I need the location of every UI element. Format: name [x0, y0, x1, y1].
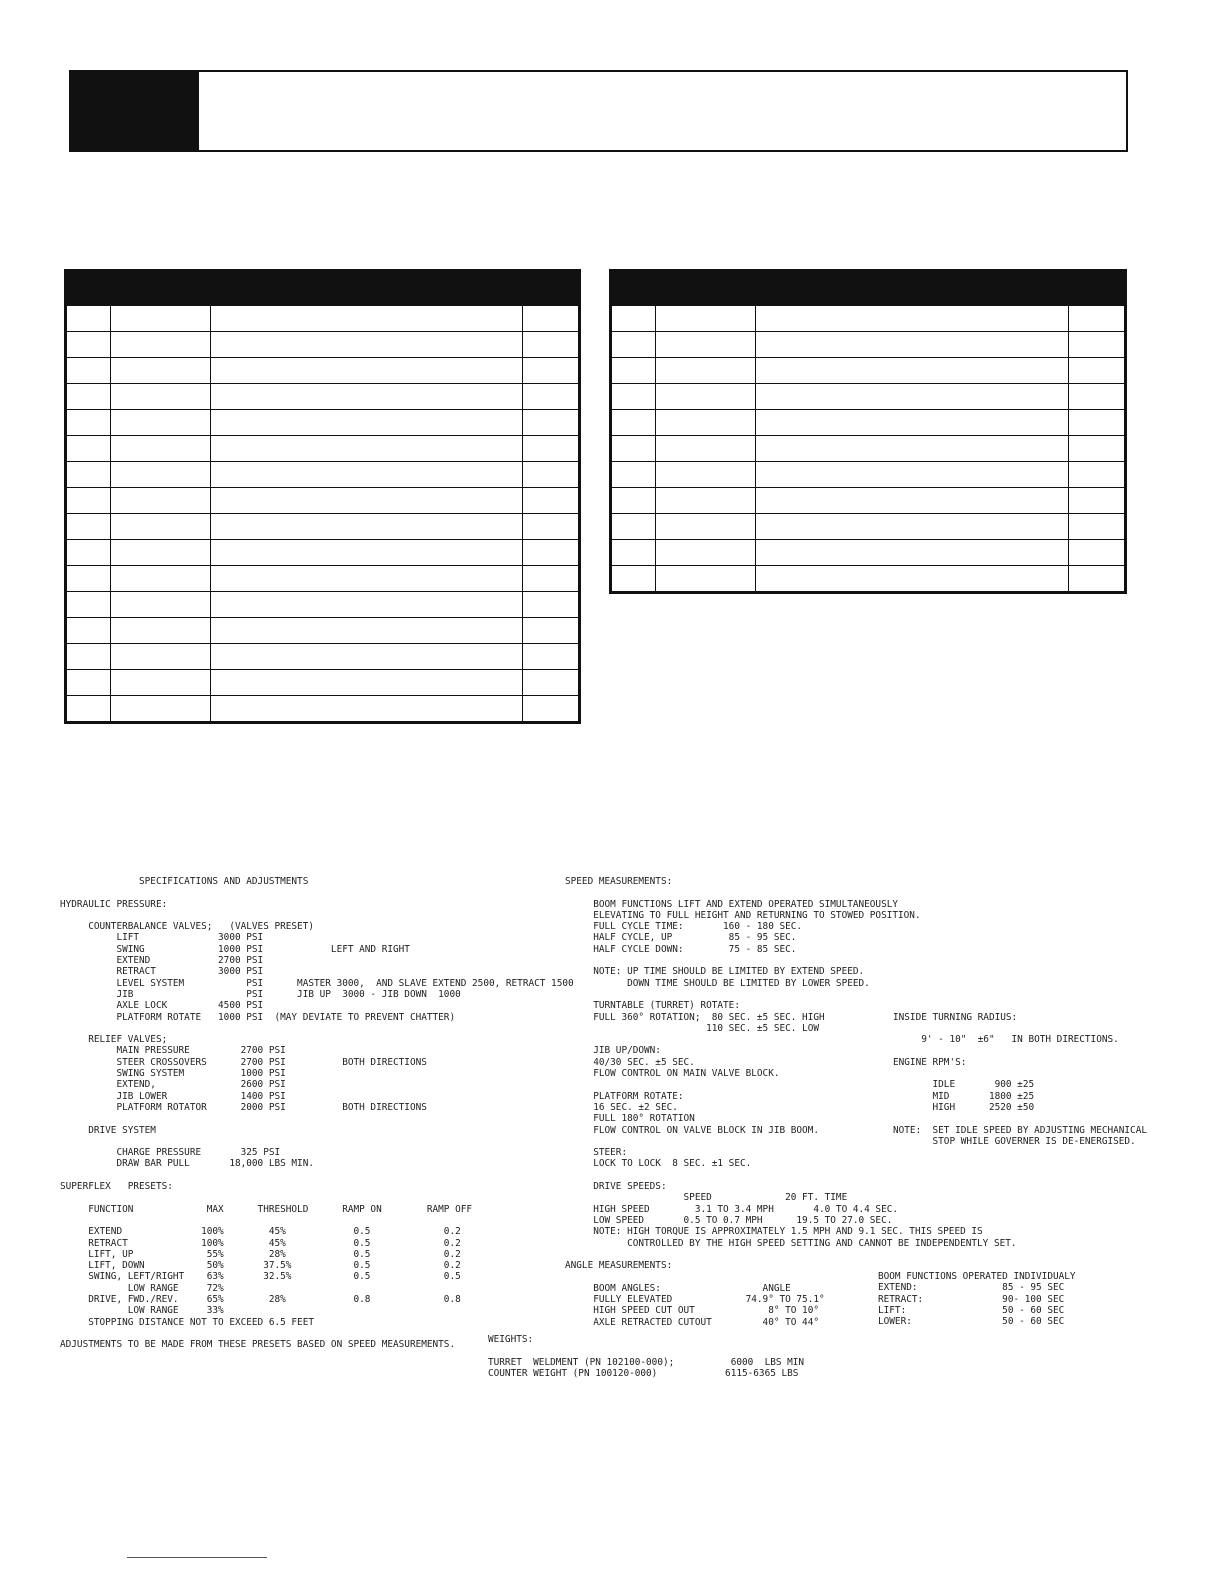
spec-line: STOPPING DISTANCE NOT TO EXCEED 6.5 FEET [60, 1316, 314, 1328]
table-cell [111, 696, 211, 723]
table-cell [523, 462, 580, 488]
table-cell [611, 566, 656, 593]
table-cell [111, 618, 211, 644]
table-row [66, 306, 580, 332]
table-cell [66, 644, 111, 670]
spec-line: ELEVATING TO FULL HEIGHT AND RETURNING TO STOWED POSITION. [565, 909, 921, 921]
spec-line [60, 1136, 574, 1147]
spec-line: MID 1800 ±25 [893, 1090, 1035, 1102]
spec-line [893, 876, 1147, 887]
section-tab [71, 72, 199, 150]
table-cell [756, 332, 1069, 358]
spec-line: HALF CYCLE, UP 85 - 95 SEC. [565, 932, 797, 944]
table-row [66, 488, 580, 514]
spec-line: DOWN TIME SHOULD BE LIMITED BY LOWER SPEED. [565, 977, 870, 989]
table-cell [111, 566, 211, 592]
table-cell [211, 306, 523, 332]
table-cell [1069, 436, 1126, 462]
table-cell [111, 514, 211, 540]
table-cell [656, 436, 756, 462]
table-cell [211, 488, 523, 514]
table-cell [756, 410, 1069, 436]
spec-line [488, 1345, 804, 1356]
table-cell [211, 514, 523, 540]
spec-line [893, 944, 1147, 955]
spec-line: LOW RANGE 33% [60, 1305, 224, 1317]
table-cell [611, 384, 656, 410]
table-cell [523, 306, 580, 332]
table-cell [523, 540, 580, 566]
table-cell [1069, 332, 1126, 358]
spec-line: SPEED MEASUREMENTS: [565, 876, 673, 887]
spec-line: EXTEND: 85 - 95 SEC [878, 1282, 1065, 1294]
spec-line: HIGH SPEED CUT OUT 8° TO 10° [565, 1305, 819, 1317]
spec-line: BOOM FUNCTIONS OPERATED INDIVIDUALY [878, 1271, 1076, 1282]
left-blank-table [64, 269, 581, 724]
table-cell [211, 384, 523, 410]
spec-line [893, 887, 1147, 898]
table-cell [656, 462, 756, 488]
table-row [66, 332, 580, 358]
table-row [66, 410, 580, 436]
table-cell [611, 514, 656, 540]
table-cell [1069, 462, 1126, 488]
table-row [611, 488, 1126, 514]
spec-line: 9' - 10" ±6" IN BOTH DIRECTIONS. [893, 1034, 1119, 1046]
spec-line: HIGH SPEED 3.1 TO 3.4 MPH 4.0 TO 4.4 SEC. [565, 1203, 899, 1215]
table-cell [656, 410, 756, 436]
spec-line: DRIVE SPEEDS: [565, 1181, 667, 1193]
table-row [66, 436, 580, 462]
table-cell [523, 488, 580, 514]
table-row [611, 462, 1126, 488]
spec-line: AXLE RETRACTED CUTOUT 40° TO 44° [565, 1316, 819, 1328]
spec-line: SWING 1000 PSI LEFT AND RIGHT [60, 943, 410, 955]
spec-line: RETRACT 3000 PSI [60, 966, 264, 978]
table-cell [66, 566, 111, 592]
table-cell [66, 488, 111, 514]
spec-line: LIFT, DOWN 50% 37.5% 0.5 0.2 [60, 1260, 461, 1272]
table-cell [523, 436, 580, 462]
spec-line: STEER CROSSOVERS 2700 PSI BOTH DIRECTIONS [60, 1056, 427, 1068]
table-cell [611, 332, 656, 358]
spec-line: DRIVE, FWD./REV. 65% 28% 0.8 0.8 [60, 1293, 461, 1305]
table-row [66, 592, 580, 618]
spec-line: COUNTERBALANCE VALVES; (VALVES PRESET) [60, 921, 314, 933]
table-cell [1069, 514, 1126, 540]
spec-line: HALF CYCLE DOWN: 75 - 85 SEC. [565, 943, 797, 955]
spec-line [893, 932, 1147, 943]
spec-line: ADJUSTMENTS TO BE MADE FROM THESE PRESETS BASED ON SPEED MEASUREMENTS. [60, 1339, 456, 1351]
spec-line: SPECIFICATIONS AND ADJUSTMENTS [60, 876, 309, 887]
table-cell [111, 488, 211, 514]
spec-column-boom-individual [878, 1271, 1076, 1327]
spec-line: RETRACT 100% 45% 0.5 0.2 [60, 1237, 461, 1249]
table-row [611, 358, 1126, 384]
table-cell [211, 462, 523, 488]
table-cell [656, 566, 756, 593]
table-cell [1069, 306, 1126, 332]
spec-line [60, 1170, 574, 1181]
spec-line: SUPERFLEX PRESETS: [60, 1181, 173, 1193]
table-cell [756, 566, 1069, 593]
table-cell [1069, 410, 1126, 436]
table-cell [211, 332, 523, 358]
spec-line [893, 978, 1147, 989]
table-row [66, 384, 580, 410]
table-cell [111, 436, 211, 462]
spec-line: INSIDE TURNING RADIUS: [893, 1011, 1018, 1023]
right-blank-table [609, 269, 1127, 594]
spec-line: JIB UP/DOWN: [565, 1045, 661, 1057]
table-cell [611, 462, 656, 488]
spec-line: RELIEF VALVES; [60, 1034, 168, 1046]
spec-line: IDLE 900 ±25 [893, 1079, 1035, 1091]
table-cell [66, 358, 111, 384]
spec-line [893, 910, 1147, 921]
table-cell [111, 670, 211, 696]
spec-line: TURRET WELDMENT (PN 102100-000); 6000 LBS MIN [488, 1356, 805, 1368]
table-cell [523, 618, 580, 644]
table-row [66, 540, 580, 566]
spec-line [893, 1000, 1147, 1011]
spec-line [893, 1023, 1147, 1034]
spec-line [60, 910, 574, 921]
table-cell [211, 592, 523, 618]
table-cell [211, 696, 523, 723]
table-cell [1069, 488, 1126, 514]
spec-line: DRAW BAR PULL 18,000 LBS MIN. [60, 1158, 314, 1170]
table-cell [523, 358, 580, 384]
table-cell [66, 670, 111, 696]
spec-line [565, 1170, 1017, 1181]
table-cell [656, 540, 756, 566]
table-cell [656, 358, 756, 384]
table-cell [111, 540, 211, 566]
spec-line: ENGINE RPM'S: [893, 1056, 967, 1068]
spec-line: NOTE: SET IDLE SPEED BY ADJUSTING MECHANICAL [893, 1124, 1147, 1136]
table-cell [66, 696, 111, 723]
spec-line: FLOW CONTROL ON MAIN VALVE BLOCK. [565, 1068, 780, 1080]
spec-line: LIFT, UP 55% 28% 0.5 0.2 [60, 1248, 461, 1260]
table-cell [211, 644, 523, 670]
table-cell [66, 618, 111, 644]
table-cell [611, 488, 656, 514]
table-cell [1069, 358, 1126, 384]
spec-line: FULLY ELEVATED 74.9° TO 75.1° [565, 1293, 825, 1305]
table-cell [611, 306, 656, 332]
table-cell [211, 436, 523, 462]
spec-line [893, 955, 1147, 966]
table-cell [66, 462, 111, 488]
table-cell [111, 384, 211, 410]
spec-line: PLATFORM ROTATOR 2000 PSI BOTH DIRECTIONS [60, 1101, 427, 1113]
spec-line: LIFT 3000 PSI [60, 932, 264, 944]
table-cell [756, 540, 1069, 566]
table-header [611, 271, 1126, 306]
spec-line: FLOW CONTROL ON VALVE BLOCK IN JIB BOOM. [565, 1124, 819, 1136]
spec-line: CONTROLLED BY THE HIGH SPEED SETTING AND CANNOT BE INDEPENDENTLY SET. [565, 1237, 1017, 1249]
table-cell [611, 436, 656, 462]
table-cell [111, 306, 211, 332]
specifications-sheet [60, 876, 1150, 1396]
spec-weights [488, 1334, 804, 1379]
spec-line: NOTE: UP TIME SHOULD BE LIMITED BY EXTEND SPEED. [565, 966, 865, 978]
spec-line: HYDRAULIC PRESSURE: [60, 898, 168, 910]
spec-line: JIB LOWER 1400 PSI [60, 1090, 286, 1102]
table-cell [611, 540, 656, 566]
table-row [66, 462, 580, 488]
spec-line: EXTEND 100% 45% 0.5 0.2 [60, 1226, 461, 1238]
spec-line: BOOM FUNCTIONS LIFT AND EXTEND OPERATED SIMULTANEOUSLY [565, 898, 899, 910]
table-row [611, 540, 1126, 566]
spec-line: COUNTER WEIGHT (PN 100120-000) 6115-6365 LBS [488, 1367, 799, 1379]
table-row [66, 618, 580, 644]
spec-line: SPEED 20 FT. TIME [565, 1192, 848, 1204]
spec-line [60, 1192, 574, 1203]
table-cell [66, 410, 111, 436]
table-cell [756, 514, 1069, 540]
section-header [69, 70, 1128, 152]
spec-line [60, 887, 574, 898]
table-cell [611, 410, 656, 436]
spec-line: SWING, LEFT/RIGHT 63% 32.5% 0.5 0.5 [60, 1271, 461, 1283]
table-cell [523, 592, 580, 618]
table-row [66, 514, 580, 540]
table-cell [1069, 540, 1126, 566]
spec-line: FULL 180° ROTATION [565, 1113, 695, 1125]
spec-line: LOCK TO LOCK 8 SEC. ±1 SEC. [565, 1158, 752, 1170]
table-cell [211, 358, 523, 384]
spec-line: FUNCTION MAX THRESHOLD RAMP ON RAMP OFF [60, 1203, 473, 1215]
table-cell [111, 332, 211, 358]
spec-line: WEIGHTS: [488, 1334, 534, 1345]
table-cell [756, 358, 1069, 384]
spec-line: ANGLE MEASUREMENTS: [565, 1260, 673, 1272]
spec-line: 110 SEC. ±5 SEC. LOW [565, 1022, 819, 1034]
table-cell [523, 566, 580, 592]
spec-line: LEVEL SYSTEM PSI MASTER 3000, AND SLAVE EXTEND 2500, RETRACT 1500 [60, 977, 574, 989]
spec-line: LOW SPEED 0.5 TO 0.7 MPH 19.5 TO 27.0 SEC. [565, 1214, 893, 1226]
table-cell [756, 436, 1069, 462]
table-cell [523, 670, 580, 696]
spec-line [893, 1068, 1147, 1079]
spec-line: STOP WHILE GOVERNER IS DE-ENERGISED. [893, 1135, 1136, 1147]
table-cell [656, 488, 756, 514]
spec-line [893, 1113, 1147, 1124]
table-cell [756, 462, 1069, 488]
table-cell [66, 384, 111, 410]
table-cell [111, 462, 211, 488]
spec-line: RETRACT: 90- 100 SEC [878, 1293, 1065, 1305]
table-row [611, 514, 1126, 540]
spec-line [893, 921, 1147, 932]
table-cell [66, 592, 111, 618]
table-cell [523, 514, 580, 540]
spec-line: LOWER: 50 - 60 SEC [878, 1316, 1065, 1328]
table-row [66, 644, 580, 670]
table-cell [211, 540, 523, 566]
spec-line: LOW RANGE 72% [60, 1282, 224, 1294]
table-row [611, 566, 1126, 593]
spec-line: FULL CYCLE TIME: 160 - 180 SEC. [565, 921, 803, 933]
table-row [66, 670, 580, 696]
spec-line: CHARGE PRESSURE 325 PSI [60, 1147, 281, 1159]
table-cell [211, 618, 523, 644]
spec-line: JIB PSI JIB UP 3000 - JIB DOWN 1000 [60, 988, 461, 1000]
spec-line: 16 SEC. ±2 SEC. [565, 1101, 678, 1113]
spec-line [60, 1113, 574, 1124]
table-cell [211, 566, 523, 592]
spec-column-turning-engine [893, 876, 1147, 1147]
table-cell [66, 332, 111, 358]
spec-line: TURNTABLE (TURRET) ROTATE: [565, 1000, 740, 1012]
table-cell [211, 410, 523, 436]
table-cell [756, 488, 1069, 514]
table-cell [111, 644, 211, 670]
table-cell [523, 332, 580, 358]
spec-line: HIGH 2520 ±50 [893, 1101, 1035, 1113]
table-header [66, 271, 580, 306]
link-underline [127, 1557, 267, 1558]
section-title [199, 72, 1126, 150]
table-row [611, 436, 1126, 462]
table-cell [211, 670, 523, 696]
table-row [66, 566, 580, 592]
spec-line: BOOM ANGLES: ANGLE [565, 1282, 791, 1294]
spec-line: MAIN PRESSURE 2700 PSI [60, 1045, 286, 1057]
spec-line: DRIVE SYSTEM [60, 1124, 156, 1136]
spec-line: FULL 360° ROTATION; 80 SEC. ±5 SEC. HIGH [565, 1011, 825, 1023]
table-cell [66, 540, 111, 566]
table-row [66, 358, 580, 384]
spec-line: EXTEND, 2600 PSI [60, 1079, 286, 1091]
table-cell [111, 410, 211, 436]
spec-line: PLATFORM ROTATE: [565, 1090, 684, 1102]
spec-line [60, 1023, 574, 1034]
table-cell [1069, 566, 1126, 593]
spec-line [893, 899, 1147, 910]
spec-line [893, 966, 1147, 977]
table-cell [523, 696, 580, 723]
table-cell [111, 592, 211, 618]
table-cell [1069, 384, 1126, 410]
spec-line: 40/30 SEC. ±5 SEC. [565, 1056, 695, 1068]
table-cell [111, 358, 211, 384]
table-cell [656, 384, 756, 410]
spec-line [60, 1215, 574, 1226]
table-cell [656, 514, 756, 540]
table-row [611, 410, 1126, 436]
table-cell [756, 306, 1069, 332]
table-cell [756, 384, 1069, 410]
table-cell [656, 332, 756, 358]
spec-line: LIFT: 50 - 60 SEC [878, 1304, 1065, 1316]
spec-line: STEER: [565, 1147, 628, 1159]
table-cell [523, 644, 580, 670]
table-cell [66, 514, 111, 540]
spec-line: SWING SYSTEM 1000 PSI [60, 1068, 286, 1080]
spec-line: AXLE LOCK 4500 PSI [60, 1000, 264, 1012]
table-row [611, 306, 1126, 332]
spec-line [893, 989, 1147, 1000]
table-row [611, 332, 1126, 358]
spec-line: NOTE: HIGH TORQUE IS APPROXIMATELY 1.5 MPH AND 9.1 SEC. THIS SPEED IS [565, 1226, 983, 1238]
spec-line: PLATFORM ROTATE 1000 PSI (MAY DEVIATE TO PREVENT CHATTER) [60, 1011, 456, 1023]
table-cell [66, 306, 111, 332]
table-cell [523, 410, 580, 436]
table-row [611, 384, 1126, 410]
spec-line [893, 1045, 1147, 1056]
table-cell [611, 358, 656, 384]
table-cell [523, 384, 580, 410]
table-cell [656, 306, 756, 332]
spec-column-hydraulic [60, 876, 574, 1350]
table-row [66, 696, 580, 723]
spec-line [565, 1249, 1017, 1260]
table-cell [66, 436, 111, 462]
spec-line: EXTEND 2700 PSI [60, 955, 264, 967]
